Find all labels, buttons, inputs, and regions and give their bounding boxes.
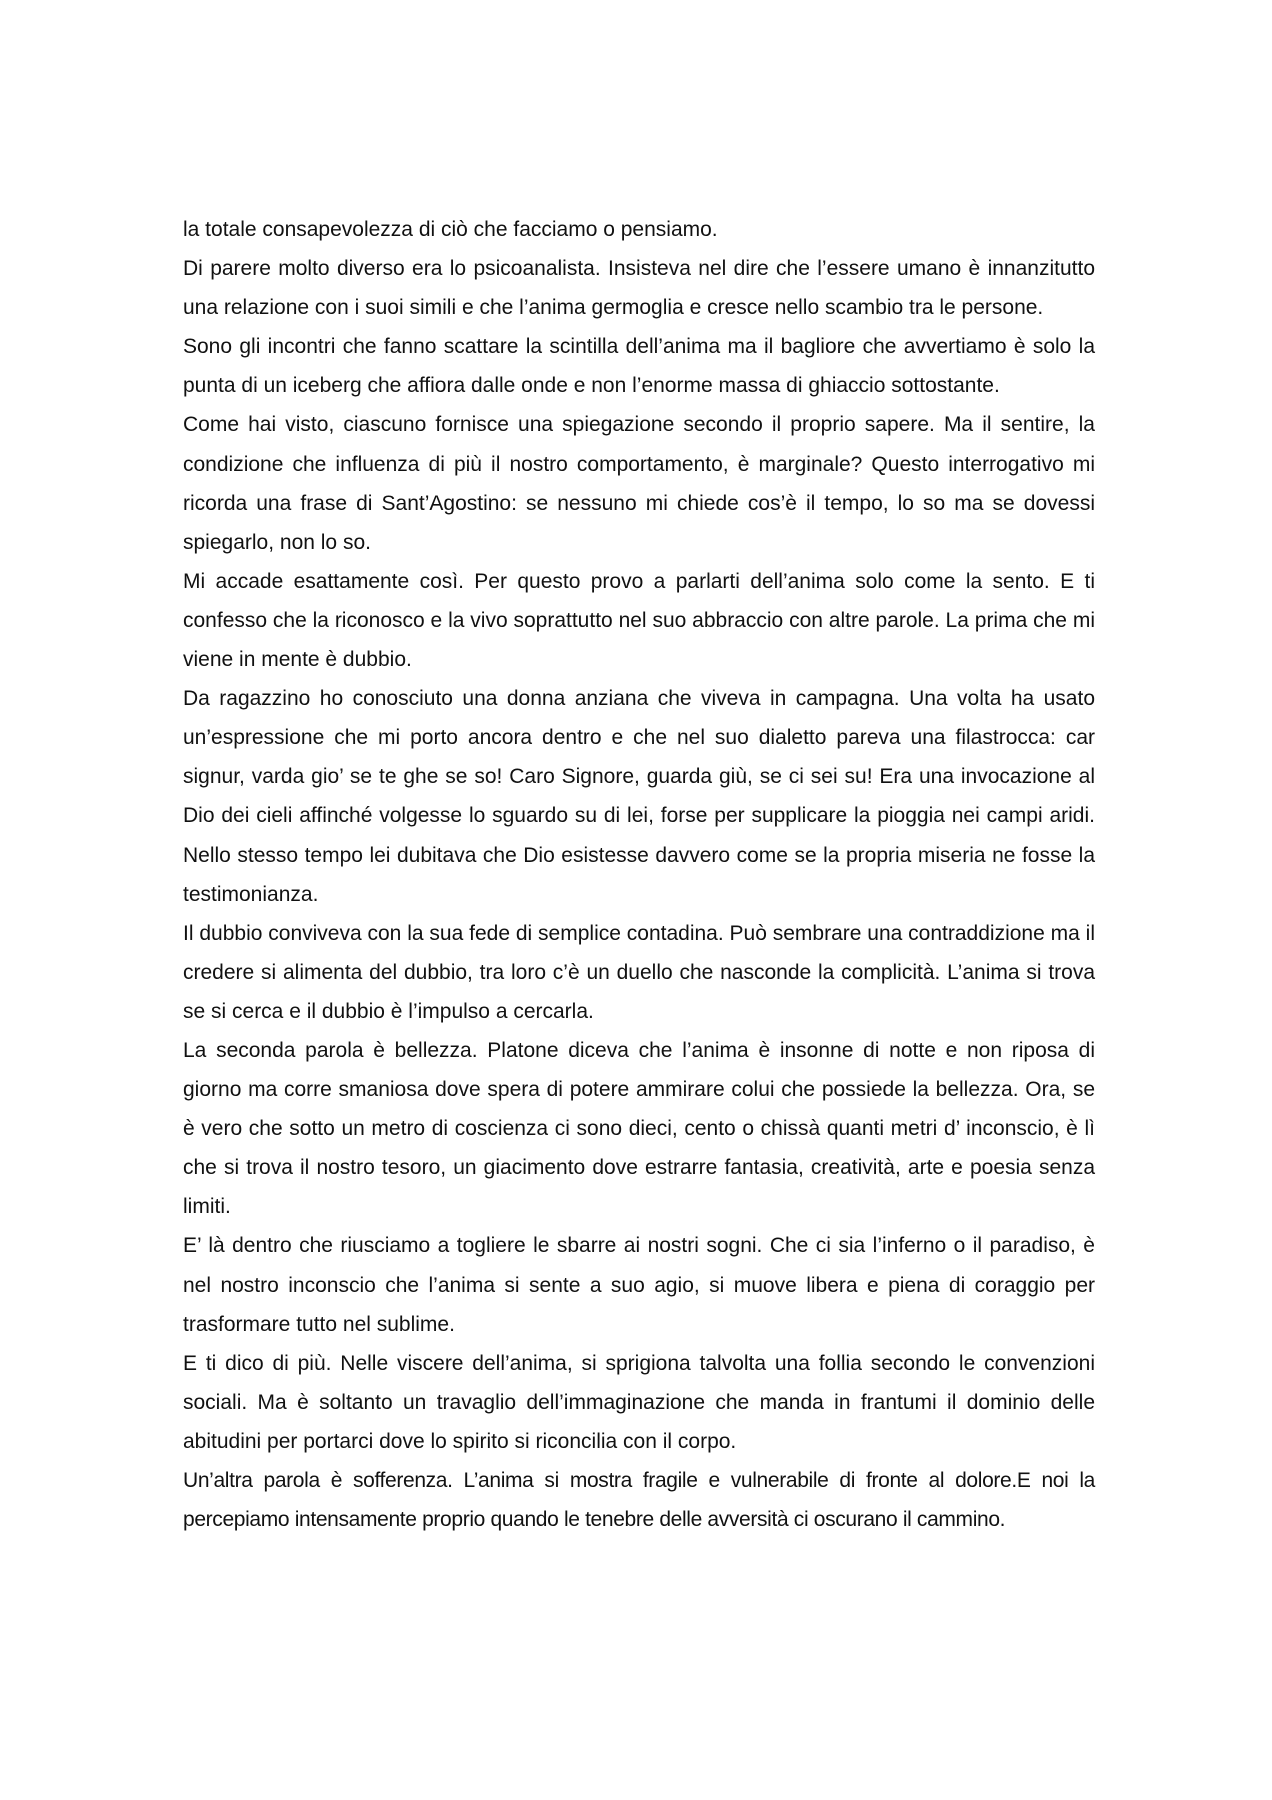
paragraph: E ti dico di più. Nelle viscere dell’anima, si sprigiona talvolta una follia secondo le convenzioni sociali. Ma è soltanto un travaglio dell’immaginazione che manda in frantumi il dominio delle abitudini per portarci dove lo spirito si riconcilia con il corpo. (183, 1351, 1095, 1453)
paragraph: E’ là dentro che riusciamo a togliere le sbarre ai nostri sogni. Che ci sia l’inferno o il paradiso, è nel nostro inconscio che l’anima si sente a suo agio, si muove libera e piena di coraggio per trasformare tutto nel sublime. (183, 1234, 1095, 1336)
paragraph: la totale consapevolezza di ciò che facciamo o pensiamo. (183, 218, 718, 241)
paragraph: Il dubbio conviveva con la sua fede di semplice contadina. Può sembrare una contraddizione ma il credere si alimenta del dubbio, tra loro c’è un duello che nasconde la complicità. L’anima si trova se si cerca e il dubbio è l’impulso a cercarla. (183, 921, 1095, 1023)
paragraph: Sono gli incontri che fanno scattare la scintilla dell’anima ma il bagliore che avvertiamo è solo la punta di un iceberg che affiora dalle onde e non l’enorme massa di ghiaccio sottostante. (183, 335, 1095, 398)
paragraph: Un’altra parola è sofferenza. L’anima si mostra fragile e vulnerabile di fronte al dolore.E noi la percepiamo intensamente proprio quando le tenebre delle avversità ci oscurano il cammino. (183, 1469, 1095, 1532)
document-page (183, 210, 1095, 1539)
paragraph: Da ragazzino ho conosciuto una donna anziana che viveva in campagna. Una volta ha usato un’espressione che mi porto ancora dentro e che nel suo dialetto pareva una filastrocca: car signur, varda gio’ se te ghe se so! Caro Signore, guarda giù, se ci sei su! Era una invocazione al Dio dei cieli affinché volgesse lo sguardo su di lei, forse per supplicare la pioggia nei campi aridi. Nello stesso tempo lei dubitava che Dio esistesse davvero come se la propria miseria ne fosse la testimonianza. (183, 687, 1095, 906)
paragraph: Come hai visto, ciascuno fornisce una spiegazione secondo il proprio sapere. Ma il sentire, la condizione che influenza di più il nostro comportamento, è marginale? Questo interrogativo mi ricorda una frase di Sant’Agostino: se nessuno mi chiede cos’è il tempo, lo so ma se dovessi spiegarlo, non lo so. (183, 413, 1095, 554)
paragraph: La seconda parola è bellezza. Platone diceva che l’anima è insonne di notte e non riposa di giorno ma corre smaniosa dove spera di potere ammirare colui che possiede la bellezza. Ora, se è vero che sotto un metro di coscienza ci sono dieci, cento o chissà quanti metri d’ inconscio, è lì che si trova il nostro tesoro, un giacimento dove estrarre fantasia, creatività, arte e poesia senza limiti. (183, 1038, 1095, 1219)
paragraph: Mi accade esattamente così. Per questo provo a parlarti dell’anima solo come la sento. E ti confesso che la riconosco e la vivo soprattutto nel suo abbraccio con altre parole. La prima che mi viene in mente è dubbio. (183, 569, 1095, 672)
paragraph: Di parere molto diverso era lo psicoanalista. Insisteva nel dire che l’essere umano è innanzitutto una relazione con i suoi simili e che l’anima germoglia e cresce nello scambio tra le persone. (183, 257, 1095, 320)
